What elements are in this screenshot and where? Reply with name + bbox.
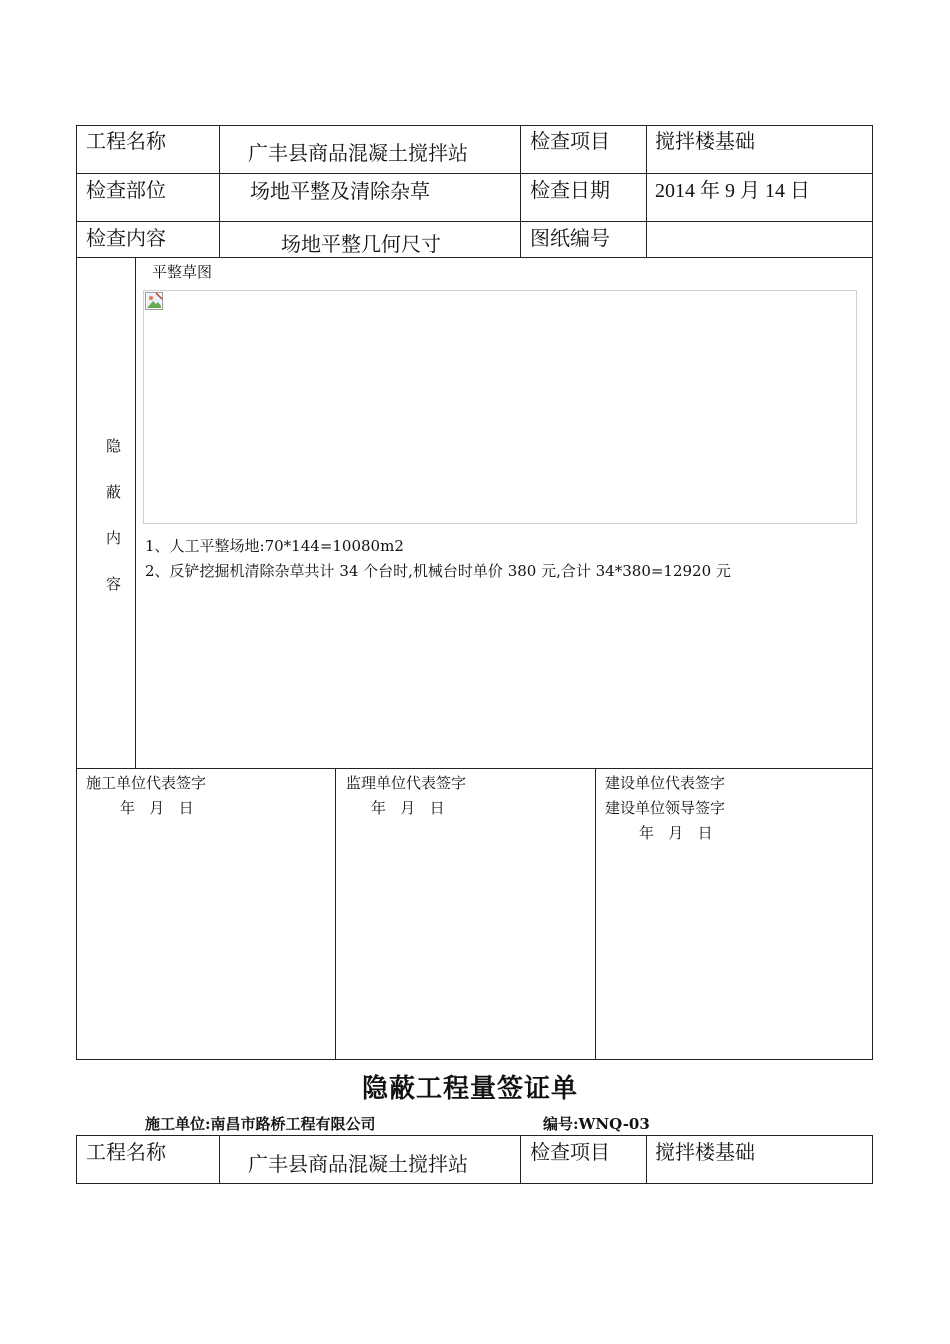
inspection-location-label: 检查部位: [86, 178, 166, 202]
contractor-signature-date: 年 月 日: [120, 799, 194, 817]
item-1: 1、人工平整场地:70*144=10080m2: [145, 537, 404, 555]
contractor-signature-label: 施工单位代表签字: [86, 774, 207, 792]
hidden-label-char-1: 隐: [106, 437, 122, 455]
sketch-caption: 平整草图: [152, 263, 213, 281]
project-name-value: 广丰县商品混凝土搅拌站: [248, 141, 468, 165]
inspection-item-value: 搅拌楼基础: [655, 129, 755, 153]
form-title: 隐蔽工程量签证单: [362, 1074, 579, 1104]
inspection-location-value: 场地平整及清除杂草: [250, 179, 430, 203]
owner-rep-signature-label: 建设单位代表签字: [605, 774, 726, 792]
contractor-unit: 施工单位:南昌市路桥工程有限公司: [145, 1115, 376, 1133]
item-2: 2、反铲挖掘机清除杂草共计 34 个台时,机械台时单价 380 元,合计 34*380=12920 元: [145, 562, 731, 580]
form-number: 编号:WNQ-03: [543, 1115, 650, 1133]
inspection-date-value: 2014 年 9 月 14 日: [655, 180, 810, 202]
hidden-label-char-2: 蔽: [106, 483, 122, 501]
inspection-content-value: 场地平整几何尺寸: [281, 232, 441, 256]
broken-image-icon: [145, 292, 163, 310]
inspection-item-label: 检查项目: [530, 129, 610, 153]
form2-project-name-value: 广丰县商品混凝土搅拌站: [248, 1152, 468, 1176]
hidden-label-char-3: 内: [106, 529, 122, 547]
owner-signature-date: 年 月 日: [639, 824, 713, 842]
drawing-number-label: 图纸编号: [530, 226, 610, 250]
inspection-content-label: 检查内容: [86, 226, 166, 250]
project-name-label: 工程名称: [86, 129, 166, 153]
supervisor-signature-date: 年 月 日: [371, 799, 445, 817]
form2-inspection-item-label: 检查项目: [530, 1140, 610, 1164]
form2-inspection-item-value: 搅拌楼基础: [655, 1140, 755, 1164]
inspection-date-label: 检查日期: [530, 178, 610, 202]
supervisor-signature-label: 监理单位代表签字: [346, 774, 467, 792]
owner-leader-signature-label: 建设单位领导签字: [605, 799, 726, 817]
sketch-image-placeholder: [143, 290, 857, 524]
hidden-label-char-4: 容: [106, 575, 122, 593]
form2-project-name-label: 工程名称: [86, 1140, 166, 1164]
